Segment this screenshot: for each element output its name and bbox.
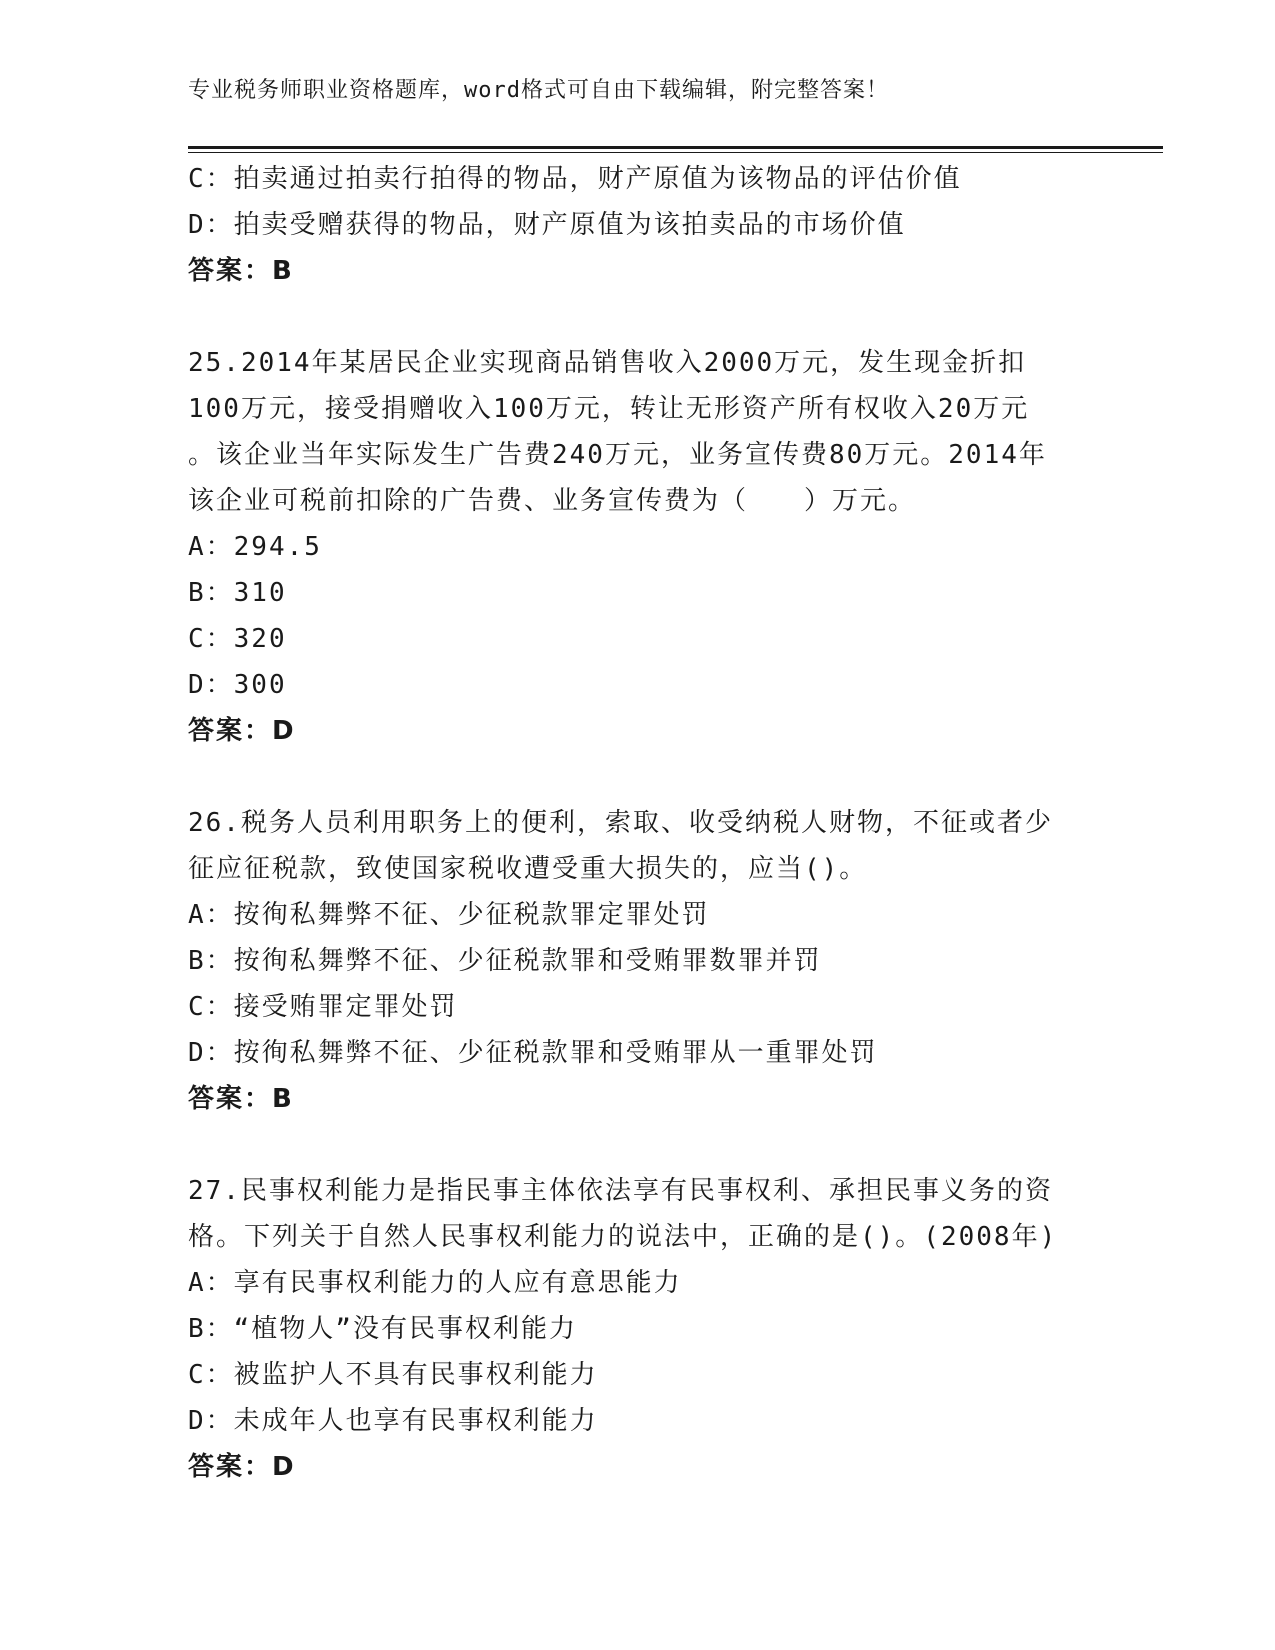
- question-stem-line: 该企业可税前扣除的广告费、业务宣传费为（ ）万元。: [188, 486, 917, 516]
- question-stem-line: 100万元，接受捐赠收入100万元，转让无形资产所有权收入20万元: [188, 394, 1030, 424]
- question-stem-line: 。该企业当年实际发生广告费240万元，业务宣传费80万元。2014年: [188, 440, 1047, 470]
- question-stem-line: 格。下列关于自然人民事权利能力的说法中，正确的是()。(2008年): [188, 1222, 1058, 1252]
- option-c: C：320: [188, 624, 287, 654]
- question-stem-line: 征应征税款，致使国家税收遭受重大损失的，应当()。: [188, 854, 868, 884]
- option-c: C：被监护人不具有民事权利能力: [188, 1360, 598, 1390]
- question-26: [188, 800, 1088, 1122]
- previous-question-tail: [188, 156, 1088, 294]
- option-c: C：接受贿罪定罪处罚: [188, 992, 458, 1022]
- option-d: D：拍卖受赠获得的物品，财产原值为该拍卖品的市场价值: [188, 210, 906, 240]
- question-stem-line: 27.民事权利能力是指民事主体依法享有民事权利、承担民事义务的资: [188, 1176, 1053, 1206]
- option-b: B：“植物人”没有民事权利能力: [188, 1314, 577, 1344]
- question-stem-line: 26.税务人员利用职务上的便利，索取、收受纳税人财物，不征或者少: [188, 808, 1053, 838]
- option-c: C：拍卖通过拍卖行拍得的物品，财产原值为该物品的评估价值: [188, 164, 962, 194]
- answer: 答案：B: [188, 256, 294, 286]
- answer: 答案：D: [188, 716, 296, 746]
- option-a: A：按徇私舞弊不征、少征税款罪定罪处罚: [188, 900, 710, 930]
- option-d: D：按徇私舞弊不征、少征税款罪和受贿罪从一重罪处罚: [188, 1038, 878, 1068]
- header-rule-thin: [188, 152, 1163, 153]
- option-b: B：310: [188, 578, 287, 608]
- question-27: [188, 1168, 1088, 1490]
- question-content: [188, 156, 1088, 1490]
- question-stem-line: 25.2014年某居民企业实现商品销售收入2000万元，发生现金折扣: [188, 348, 1027, 378]
- option-b: B：按徇私舞弊不征、少征税款罪和受贿罪数罪并罚: [188, 946, 822, 976]
- answer: 答案：D: [188, 1452, 296, 1482]
- option-d: D：300: [188, 670, 287, 700]
- question-25: [188, 340, 1088, 754]
- option-d: D：未成年人也享有民事权利能力: [188, 1406, 598, 1436]
- header-rule-thick: [188, 146, 1163, 149]
- option-a: A：享有民事权利能力的人应有意思能力: [188, 1268, 682, 1298]
- answer: 答案：B: [188, 1084, 294, 1114]
- page-header: 专业税务师职业资格题库，word格式可自由下载编辑，附完整答案！: [188, 78, 889, 103]
- option-a: A：294.5: [188, 532, 322, 562]
